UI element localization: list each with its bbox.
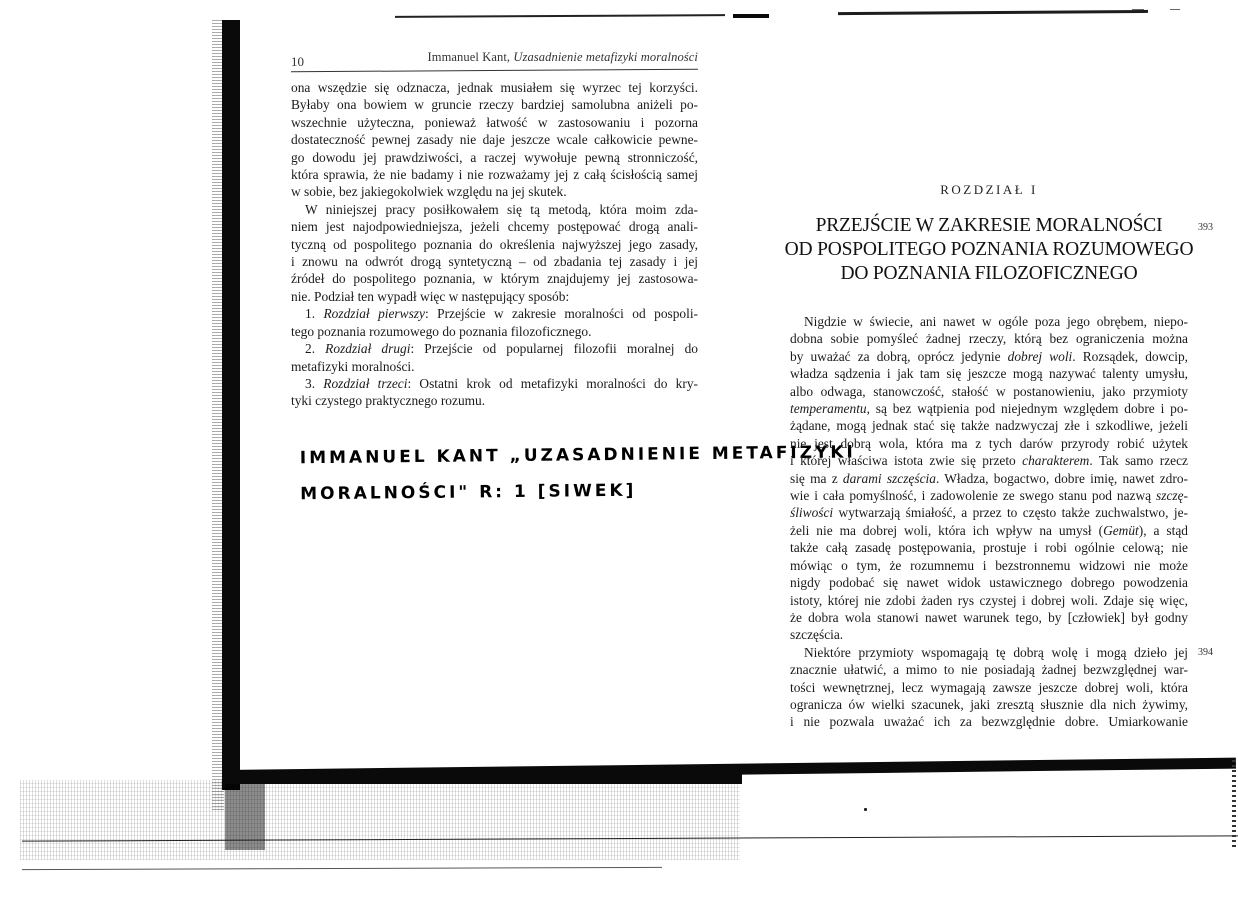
- text-line: także całą zasadę postępowania, prostuje i robi ogólnie celową; nie: [790, 540, 1188, 556]
- text-line: nigdy podobać się nawet widok ustawicznego dobrego powodzenia: [790, 575, 1188, 591]
- scan-right-edge: [1232, 760, 1236, 850]
- right-body-text: [790, 313, 1188, 731]
- scan-dash: [1170, 9, 1180, 10]
- handwritten-line-1: IMMANUEL KANT „UZASADNIENIE METAFIZYKI: [299, 442, 856, 469]
- running-head: [291, 48, 698, 68]
- text-line: nie jest dobrą wola, która ma z tych darów przyrody robić użytek: [790, 435, 1188, 451]
- left-page: [291, 48, 699, 409]
- scan-top-rule-left: [395, 14, 725, 18]
- handwritten-line-2: MORALNOŚCI" R: 1 [SIWEK]: [300, 480, 637, 505]
- text-line: dostateczność pewnej zasady nie daje jeszcze wcale całkowicie pewne-: [291, 132, 698, 148]
- text-line: W niniejszej pracy posiłkowałem się tą metodą, która moim zda-: [305, 201, 698, 217]
- handwritten-note: [299, 436, 856, 512]
- emphasis: temperamentu: [790, 401, 867, 417]
- chapter-list-item: 1. Rozdział pierwszy: Przejście w zakresie moralności od pospoli-: [305, 306, 699, 322]
- text-line: śliwości wytwarzają śmiałość, a przez to często także zuchwalstwo, je-: [790, 505, 1188, 521]
- text-line: ona wszędzie się odznacza, jednak musiałem się wyrzec tej korzyści.: [291, 80, 698, 95]
- scan-bottom-grain: [20, 780, 740, 860]
- chapter-title-line: OD POSPOLITEGO POZNANIA ROZUMOWEGO: [784, 239, 1194, 260]
- text-line: wie i cała pomyślność, i zadowolenie ze swego stanu pod nazwą szczę-: [790, 488, 1188, 504]
- text-line: Nigdzie w świecie, ani nawet w ogóle poza jego obrębem, niepo-: [804, 314, 1188, 329]
- text-line: by uważać za dobrą, oprócz jedynie dobrej woli. Rozsądek, dowcip,: [790, 348, 1188, 364]
- text-line: albo odwaga, stanowczość, stałość w postanowieniu, jako przymioty: [790, 383, 1188, 399]
- chapter-title: [782, 214, 1196, 286]
- text-line: temperamentu, są bez wątpienia pod niejednym względem dobre i po-: [790, 401, 1188, 417]
- scan-speck: [864, 808, 867, 811]
- left-body-text: [291, 79, 698, 410]
- header-rule: [291, 69, 698, 72]
- chapter-list-item: 2. Rozdział drugi: Przejście od popularnej filozofii moralnej do: [305, 341, 699, 357]
- text-line: żeli nie ma dobrej woli, która ich wpływ na umysł (Gemüt), a stąd: [790, 522, 1188, 538]
- text-line: niem jest najodpowiedniejsza, jeżeli chcemy postępować drogą anali-: [291, 219, 698, 235]
- scan-top-rule-mark: [733, 14, 769, 18]
- chapter-list-label: Rozdział drugi: [325, 341, 411, 357]
- emphasis: dobrej woli: [1007, 348, 1073, 364]
- text-line: nie. Podział ten wypadł więc w następujący sposób:: [291, 288, 570, 304]
- text-line: Byłaby ona bowiem w gruncie rzeczy bardziej samolubna aniżeli po-: [291, 97, 698, 113]
- chapter-list-label: Rozdział trzeci: [323, 375, 408, 391]
- margin-page-number: 394: [1198, 647, 1213, 658]
- chapter-list-item-cont: tyki czystego praktycznego rozumu.: [291, 393, 486, 409]
- chapter-list-label: Rozdział pierwszy: [323, 306, 425, 322]
- emphasis: charakterem: [1022, 453, 1090, 469]
- text-line: tyczną od pospolitego poznania do określenia najwyższej jego zasady,: [291, 236, 698, 252]
- chapter-title-line: PRZEJŚCIE W ZAKRESIE MORALNOŚCI: [815, 215, 1163, 236]
- scan-dash: [1132, 9, 1144, 10]
- chapter-label: ROZDZIAŁ I: [940, 182, 1038, 197]
- running-title-author: Immanuel Kant,: [427, 50, 514, 64]
- text-line: żądane, mogą jednak stać się także nadzwyczaj złe i szkodliwe, jeżeli: [790, 418, 1188, 434]
- text-line: w sobie, bez jakiegokolwiek względu na jej skutek.: [291, 184, 567, 200]
- emphasis: darami szczęścia: [842, 470, 936, 486]
- text-line: władza sądzenia i jak tam się jeszcze mogą nazywać talenty umysłu,: [790, 366, 1188, 382]
- text-line: znacznie ułatwić, a mimo to nie posiadają żadnej bezwzględnej war-: [790, 662, 1188, 678]
- emphasis: szczę-: [1156, 488, 1188, 504]
- chapter-list-item-cont: metafizyki moralności.: [291, 358, 415, 374]
- text-line: i znowu na odwrót drogą syntetyczną – od zbadania tej zasady i jej: [291, 254, 698, 270]
- margin-page-number: 393: [1198, 222, 1213, 233]
- text-line: istoty, której nie zdobi żaden rys czystej i dobrej woli. Zdaje się więc,: [790, 592, 1188, 608]
- text-line: mówiąc o tym, że rozumnemu i bezstronnemu widzowi nie może: [790, 557, 1188, 573]
- running-title-book: Uzasadnienie metafizyki moralności: [513, 50, 698, 64]
- text-line: źródeł do pospolitego poznania, w którym znajdujemy jej zastosowa-: [291, 271, 698, 287]
- running-title: [428, 50, 699, 65]
- text-line: dobna sobie pomyśleć żadnej rzeczy, którą bez ograniczenia można: [790, 331, 1188, 347]
- text-line: która sprawia, że nie badamy i nie rozważamy jej z całą ścisłością samej: [291, 167, 698, 183]
- text-line: że dobra wola stanowi nawet warunek tego, by [człowiek] był godny: [790, 609, 1188, 625]
- scan-left-binding-shadow: [222, 20, 240, 790]
- text-line: szczęścia.: [790, 627, 844, 643]
- page-number: 10: [291, 54, 304, 69]
- scan-top-rule-right: [838, 10, 1148, 15]
- text-line: Niektóre przymioty wspomagają tę dobrą wolę i mogą dzieło jej: [804, 644, 1188, 660]
- emphasis: śliwości: [790, 505, 834, 521]
- emphasis: Gemüt: [1103, 522, 1139, 538]
- text-line: i nie pozwala uważać ich za bezwzględnie dobre. Umiarkowanie: [790, 714, 1188, 730]
- text-line: tości wewnętrznej, lecz wymagają zawsze jeszcze dobrej woli, która: [790, 679, 1188, 695]
- text-line: ogranicza ów wielki szacunek, jaki zresztą słusznie dla nich żywimy,: [790, 696, 1188, 712]
- text-line: i której właściwa istota zwie się przeto charakterem. Tak samo rzecz: [790, 453, 1188, 469]
- scan-bottom-line: [22, 867, 662, 870]
- chapter-title-line: DO POZNANIA FILOZOFICZNEGO: [840, 263, 1138, 284]
- chapter-list-item-cont: tego poznania rozumowego do poznania filozoficznego.: [291, 323, 592, 339]
- text-line: wszechnie użyteczna, ponieważ łatwość w zastosowaniu i pozorna: [291, 114, 698, 130]
- text-line: się ma z darami szczęścia. Władza, bogactwo, dobre imię, nawet zdro-: [790, 470, 1188, 486]
- chapter-list-item: 3. Rozdział trzeci: Ostatni krok od metafizyki moralności do kry-: [305, 375, 698, 391]
- text-line: go dowodu jej prawdziwości, a raczej wywołuje pewną stronniczość,: [291, 149, 698, 165]
